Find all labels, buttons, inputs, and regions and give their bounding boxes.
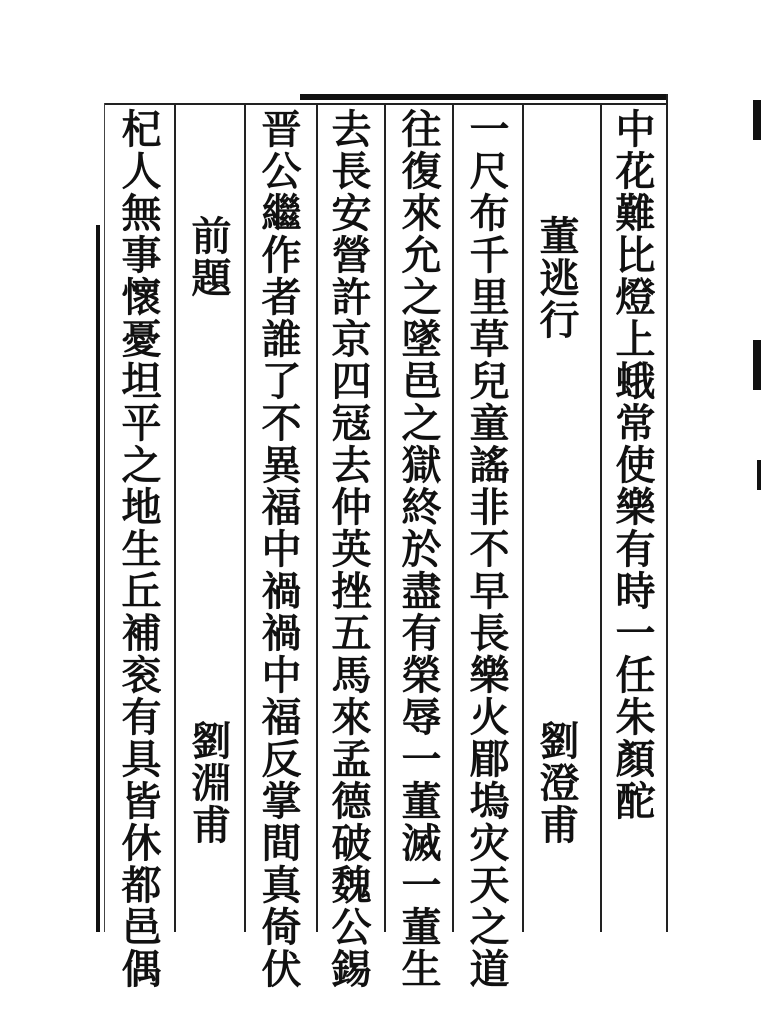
poem-author-1: 劉澄甫 [533,720,580,846]
column-divider [522,105,524,932]
column-divider [384,105,386,932]
text-column-6: 晋公繼作者誰了不異福中禍禍中福反掌間真倚伏 [255,108,302,990]
column-divider [174,105,176,932]
right-border [666,94,668,932]
column-divider [316,105,318,932]
binding-mark [753,340,761,390]
poem-title-2: 前題 [185,215,232,299]
text-column-4: 往復來允之墜邑之獄終於盡有榮辱一董滅一董生 [395,108,442,990]
text-column-8: 杞人無事懷憂坦平之地生丘補衮有具皆休都邑偶 [115,108,162,990]
text-column-5: 去長安營許京四冦去仲英挫五馬來孟德破魏公錫 [325,108,372,990]
text-column-3: 一尺布千里草兒童謠非不早長樂火郿塢灾天之道 [463,108,510,990]
left-border-inner [104,103,105,932]
left-border [96,225,100,932]
column-divider [244,105,246,932]
column-divider [452,105,454,932]
binding-mark [757,460,761,490]
poem-title-1: 董逃行 [533,215,580,341]
text-column-1: 中花難比燈上蛾常使樂有時一任朱顏酡 [609,108,656,822]
binding-mark [753,100,761,140]
top-border-thick [300,94,667,100]
column-divider [600,105,602,932]
poem-author-2: 劉淵甫 [185,720,232,846]
